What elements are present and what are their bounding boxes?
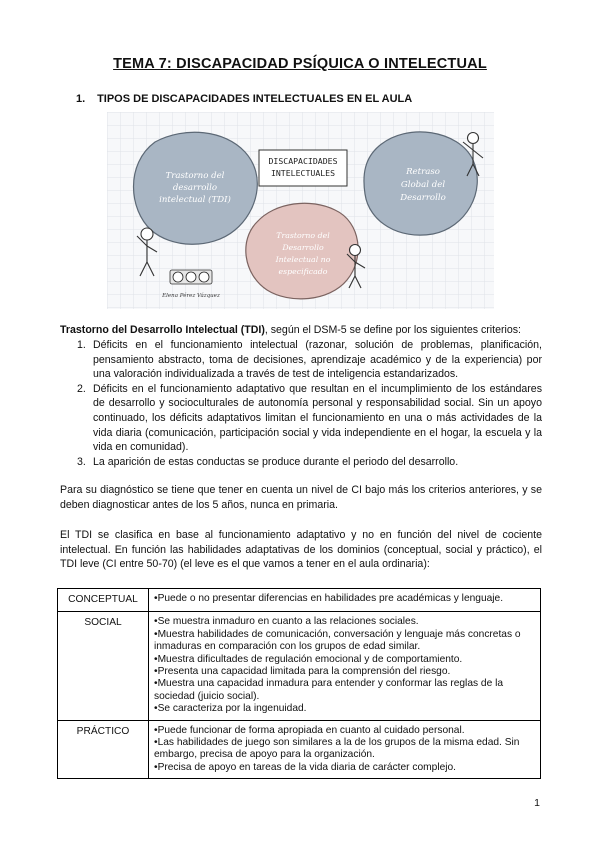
list-number: 2. [77,382,86,395]
domain-description-cell [149,612,541,720]
list-text: La aparición de estas conductas se produce durante el periodo del desarrollo. [93,455,459,468]
domain-cell: CONCEPTUAL [58,589,149,612]
center-label-line-1: DISCAPACIDADES [268,156,338,166]
page-number: 1 [534,797,540,809]
list-number: 3. [77,455,86,468]
left-blob-line-2: desarrollo [172,183,218,193]
table-bullet: •Precisa de apoyo en tareas de la vida diaria de carácter complejo. [154,761,457,773]
intro-bold: Trastorno del Desarrollo Intelectual (TDI) [60,324,265,336]
table-bullet: •Puede funcionar de forma apropiada en cuanto al cuidado personal. [154,724,465,736]
list-text: Déficits en el funcionamiento intelectual (razonar, solución de problemas, planificación, pensamiento abstracto, toma de decisiones, aprendizaje académico y de la experiencia) por una valoración individualizada a través de test de inteligencia estandarizados. [93,339,542,381]
right-blob-line-2: Global del [400,180,446,190]
table-bullet: •Muestra habilidades de comunicación, conversación y lenguaje más concretas o inmaduras en comparación con los grupos de edad similar. [154,628,521,653]
bottom-blob-line-2: Desarrollo [282,243,324,252]
list-number: 1. [77,339,86,351]
list-text: Déficits en el funcionamiento adaptativo que resultan en el incumplimiento de los estándares de desarrollo y socioculturales de autonomía personal y responsabilidad social. Sin un apoyo continuado, los déficits adaptativos limitan el funcionamiento en una o más actividades de la vida diaria (comunicación, participación social y vida independiente en el hogar, la escuela y la vida en comunidad). [93,382,542,454]
table-bullet: •Muestra dificultades de regulación emocional y de comportamiento. [154,653,463,665]
table-row [58,589,541,612]
figure-author: Elena Pérez Vázquez [162,293,220,299]
table-bullet: •Puede o no presentar diferencias en habilidades pre académicas y lenguaje. [154,593,504,604]
section-heading [76,93,412,105]
classification-paragraph: El TDI se clasifica en base al funcionamiento adaptativo y no en función del nivel de cociente intelectual. En función las habilidades adaptativas de los dominios (conceptual, social y práctico), el TDI leve (CI entre 50-70) (el leve es el que vamos a tener en el aula ordinaria): [60,529,542,571]
table-bullet: •Se caracteriza por la ingenuidad. [154,703,307,715]
criteria-list [60,338,542,469]
criteria-list-wrapper [60,338,542,469]
domain-cell: PRÁCTICO [58,720,149,779]
diagnosis-paragraph: Para su diagnóstico se tiene que tener en cuenta un nivel de CI bajo más los criterios anteriores, y se deben diagnosticar antes de los 5 años, nunca en primaria. [60,484,542,511]
bottom-blob-line-3: Intelectual no [275,255,331,264]
table-bullet: •Muestra una capacidad inmadura para entender y conformar las reglas de la sociedad (juicio social). [154,678,504,702]
table-bullet: •Presenta una capacidad limitada para la comprensión del riesgo. [154,666,451,678]
section-title: TIPOS DE DISCAPACIDADES INTELECTUALES EN EL AULA [97,93,413,105]
list-item [60,338,542,382]
page-title: TEMA 7: DISCAPACIDAD PSÍQUICA O INTELECTUAL [113,56,487,72]
list-item [60,382,542,455]
left-blob-line-3: intelectual (TDI) [159,195,231,205]
table-row [58,612,541,720]
table-bullet: •Se muestra inmaduro en cuanto a las relaciones sociales. [154,616,419,628]
list-item [60,455,542,470]
cc-license-badge [170,270,212,284]
intro-line [60,323,542,338]
left-blob-line-1: Trastorno del [165,171,225,181]
domains-table [57,588,541,779]
disabilities-diagram-illustration [107,112,494,309]
center-label-line-2: INTELECTUALES [270,168,336,178]
table-row [58,720,541,779]
domain-cell: SOCIAL [58,612,149,720]
right-blob-line-1: Retraso [406,167,440,177]
right-blob-line-3: Desarrollo [400,193,446,203]
domain-description-cell [149,589,541,612]
bottom-blob-line-4: especificado [278,267,328,276]
intro-rest: , según el DSM-5 se define por los siguientes criterios: [264,324,521,336]
table-bullet: •Las habilidades de juego son similares a la de los grupos de la misma edad. Sin embargo, precisa de apoyo para la organización. [154,737,520,761]
bottom-blob-line-1: Trastorno del [276,231,330,240]
section-number: 1. [76,93,86,105]
domain-description-cell [149,720,541,779]
